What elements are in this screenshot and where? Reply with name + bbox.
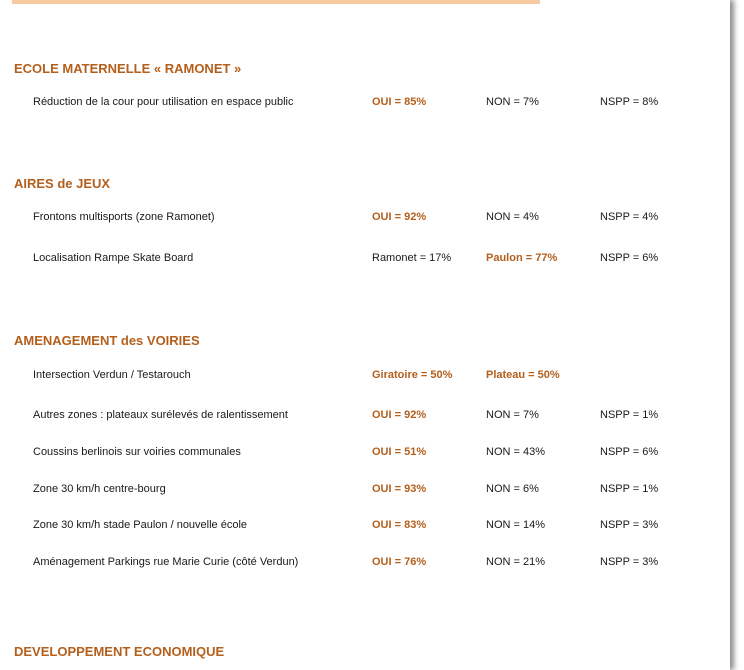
result-row-zone30-centre bbox=[0, 483, 730, 499]
result-non: NON = 14% bbox=[486, 519, 545, 531]
section-heading-aires-de-jeux: AIRES de JEUX bbox=[14, 176, 111, 191]
row-label: Autres zones : plateaux surélevés de ralentissement bbox=[33, 409, 288, 421]
row-label: Zone 30 km/h stade Paulon / nouvelle école bbox=[33, 519, 248, 531]
result-ramonet: Ramonet = 17% bbox=[372, 252, 452, 264]
result-nspp: NSPP = 4% bbox=[600, 211, 659, 223]
row-label: Aménagement Parkings rue Marie Curie (côté Verdun) bbox=[33, 556, 299, 568]
result-nspp: NSPP = 6% bbox=[600, 252, 659, 264]
row-label: Coussins berlinois sur voiries communales bbox=[33, 446, 241, 458]
result-oui: OUI = 85% bbox=[372, 96, 427, 108]
result-oui: OUI = 76% bbox=[372, 556, 427, 568]
result-row-intersection bbox=[0, 369, 730, 385]
result-nspp: NSPP = 6% bbox=[600, 446, 659, 458]
result-oui: OUI = 83% bbox=[372, 519, 427, 531]
result-oui: OUI = 93% bbox=[372, 483, 427, 495]
row-label: Localisation Rampe Skate Board bbox=[33, 252, 194, 264]
result-oui: OUI = 51% bbox=[372, 446, 427, 458]
result-row-reduction-cour bbox=[0, 96, 730, 112]
result-non: NON = 4% bbox=[486, 211, 539, 223]
section-heading-ecole-maternelle: ECOLE MATERNELLE « RAMONET » bbox=[14, 61, 242, 76]
result-nspp: NSPP = 3% bbox=[600, 556, 659, 568]
row-label: Réduction de la cour pour utilisation en espace public bbox=[33, 96, 294, 108]
result-nspp: NSPP = 8% bbox=[600, 96, 659, 108]
result-paulon: Paulon = 77% bbox=[486, 252, 558, 264]
result-nspp: NSPP = 1% bbox=[600, 483, 659, 495]
row-label: Frontons multisports (zone Ramonet) bbox=[33, 211, 215, 223]
result-non: NON = 7% bbox=[486, 409, 539, 421]
result-non: NON = 21% bbox=[486, 556, 545, 568]
result-non: NON = 7% bbox=[486, 96, 539, 108]
result-row-parkings bbox=[0, 556, 730, 572]
result-non: NON = 43% bbox=[486, 446, 545, 458]
result-row-zone30-paulon bbox=[0, 519, 730, 535]
result-oui: OUI = 92% bbox=[372, 211, 427, 223]
top-accent-bar bbox=[12, 0, 540, 4]
section-heading-amenagement-voiries: AMENAGEMENT des VOIRIES bbox=[14, 333, 200, 348]
result-plateau: Plateau = 50% bbox=[486, 369, 560, 381]
section-heading-developpement-economique: DEVELOPPEMENT ECONOMIQUE bbox=[14, 644, 225, 659]
result-nspp: NSPP = 1% bbox=[600, 409, 659, 421]
result-non: NON = 6% bbox=[486, 483, 539, 495]
result-oui: OUI = 92% bbox=[372, 409, 427, 421]
row-label: Intersection Verdun / Testarouch bbox=[33, 369, 191, 381]
result-row-rampe-skate bbox=[0, 252, 730, 268]
row-label: Zone 30 km/h centre-bourg bbox=[33, 483, 166, 495]
result-giratoire: Giratoire = 50% bbox=[372, 369, 453, 381]
result-nspp: NSPP = 3% bbox=[600, 519, 659, 531]
result-row-frontons bbox=[0, 211, 730, 227]
result-row-plateaux bbox=[0, 409, 730, 425]
result-row-coussins bbox=[0, 446, 730, 462]
